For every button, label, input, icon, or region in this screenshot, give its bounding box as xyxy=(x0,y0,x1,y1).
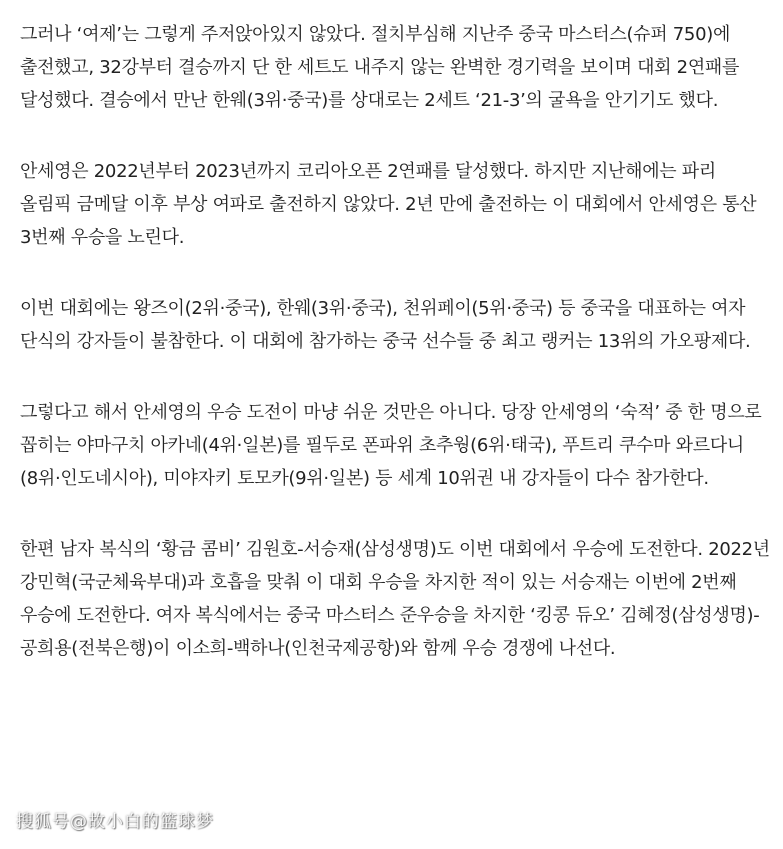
article-paragraph-2: 안세영은 2022년부터 2023년까지 코리아오픈 2연패를 달성했다. 하지만 지난해에는 파리 올림픽 금메달 이후 부상 여파로 출전하지 않았다. 2년 만에 출전하는 이 대회에서 안세영은 통산 3번째 우승을 노린다. xyxy=(20,161,757,248)
article-body xyxy=(20,18,770,665)
source-watermark: 搜狐号@故小白的篮球梦 xyxy=(16,812,214,832)
article-paragraph-1: 그러나 ‘여제’는 그렇게 주저앉아있지 않았다. 절치부심해 지난주 중국 마스터스(슈퍼 750)에 출전했고, 32강부터 결승까지 단 한 세트도 내주지 않는 완벽한 경기력을 보이며 대회 2연패를 달성했다. 결승에서 만난 한웨(3위·중국)를 상대로는 2세트 ‘21-3’의 굴욕을 안기기도 했다. xyxy=(20,24,740,111)
article-paragraph-3: 이번 대회에는 왕즈이(2위·중국), 한웨(3위·중국), 천위페이(5위·중국) 등 중국을 대표하는 여자 단식의 강자들이 불참한다. 이 대회에 참가하는 중국 선수들 중 최고 랭커는 13위의 가오팡제다. xyxy=(20,298,751,352)
article-paragraph-5: 한편 남자 복식의 ‘황금 콤비’ 김원호-서승재(삼성생명)도 이번 대회에서 우승에 도전한다. 2022년 강민혁(국군체육부대)과 호흡을 맞춰 이 대회 우승을 차지한 적이 있는 서승재는 이번에 2번째 우승에 도전한다. 여자 복식에서는 중국 마스터스 준우승을 차지한 ‘킹콩 듀오’ 김혜정(삼성생명)-공희용(전북은행)이 이소희-백하나(인천국제공항)와 함께 우승 경쟁에 나선다. xyxy=(20,539,770,659)
article-paragraph-4: 그렇다고 해서 안세영의 우승 도전이 마냥 쉬운 것만은 아니다. 당장 안세영의 ‘숙적’ 중 한 명으로 꼽히는 야마구치 아카네(4위·일본)를 필두로 폰파위 초추웡(6위·태국), 푸트리 쿠수마 와르다니(8위·인도네시아), 미야자키 토모카(9위·일본) 등 세계 10위권 내 강자들이 다수 참가한다. xyxy=(20,402,762,489)
